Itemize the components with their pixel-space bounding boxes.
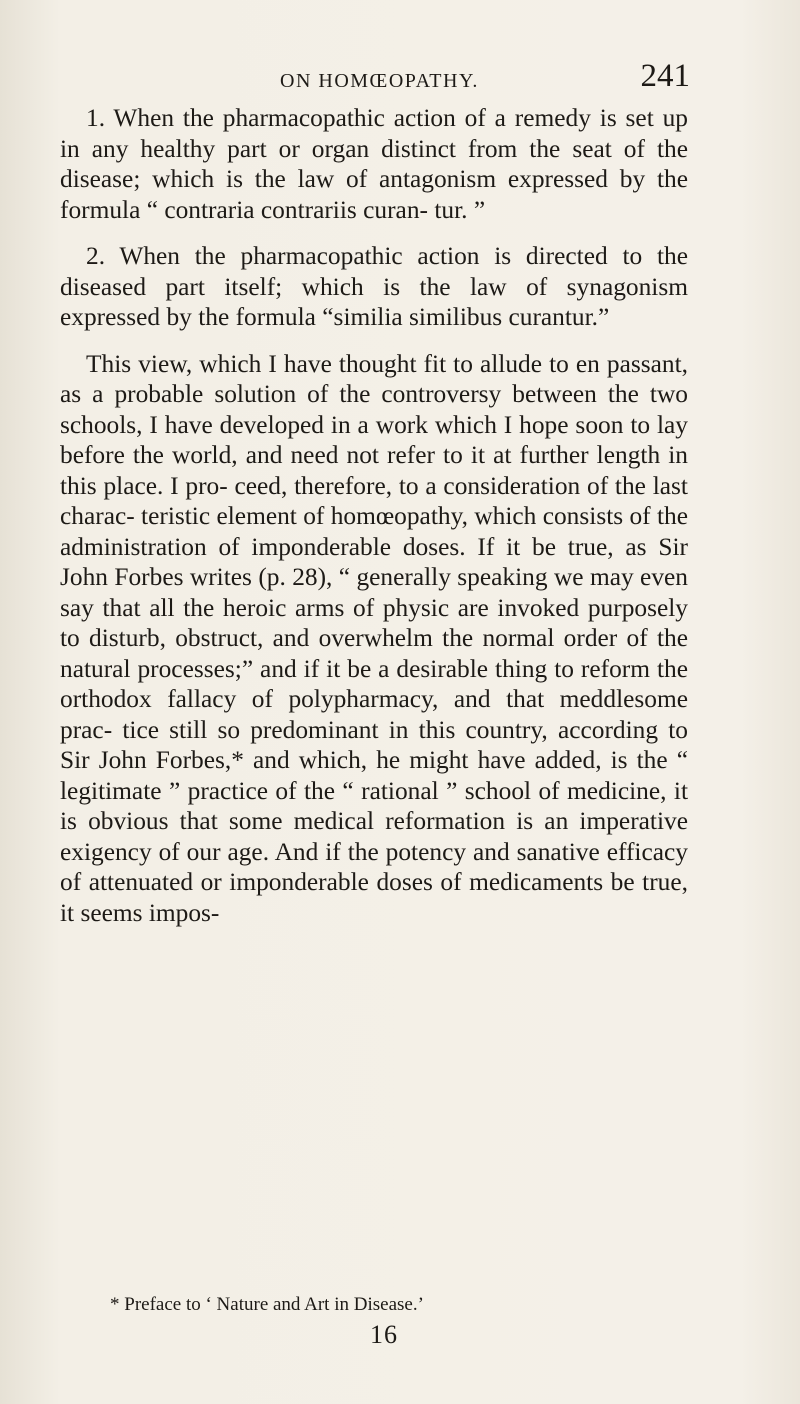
paragraph-law-of-antagonism: 1. When the pharmacopathic action of a remedy is set up in any healthy part or organ distinct from the seat of the disease; which is the law of antagonism expressed by the formula “ contraria contrariis curan- tur. ” (60, 104, 688, 224)
page-header (250, 58, 690, 98)
running-head: ON HOMŒOPATHY. (280, 70, 479, 92)
page-number: 241 (640, 58, 690, 94)
signature-mark: 16 (370, 1320, 398, 1349)
footnote: * Preface to ‘ Nature and Art in Disease.’ (110, 1294, 424, 1315)
paragraph-law-of-synagonism: 2. When the pharmacopathic action is directed to the diseased part itself; which is the law of synagonism expressed by the formula “similia similibus curantur.” (60, 242, 688, 331)
paragraph-imponderable-doses: This view, which I have thought fit to allude to en passant, as a probable solution of the controversy between the two schools, I have developed in a work which I hope soon to lay before the world, and need not refer to it at further length in this place. I pro- ceed, therefore, to a consideration of the last charac- teristic element of homœopathy, which consists of the administration of imponderable doses. If it be true, as Sir John Forbes writes (p. 28), “ generally speaking we may even say that all the heroic arms of physic are invoked purposely to disturb, obstruct, and overwhelm the normal order of the natural processes;” and if it be a desirable thing to reform the orthodox fallacy of polypharmacy, and that meddlesome prac- tice still so predominant in this country, according to Sir John Forbes,* and which, he might have added, is the “ legitimate ” practice of the “ rational ” school of medicine, it is obvious that some medical reformation is an imperative exigency of our age. And if the potency and sanative efficacy of attenuated or imponderable doses of medicaments be true, it seems impos- (60, 349, 688, 927)
body-text (60, 103, 688, 928)
